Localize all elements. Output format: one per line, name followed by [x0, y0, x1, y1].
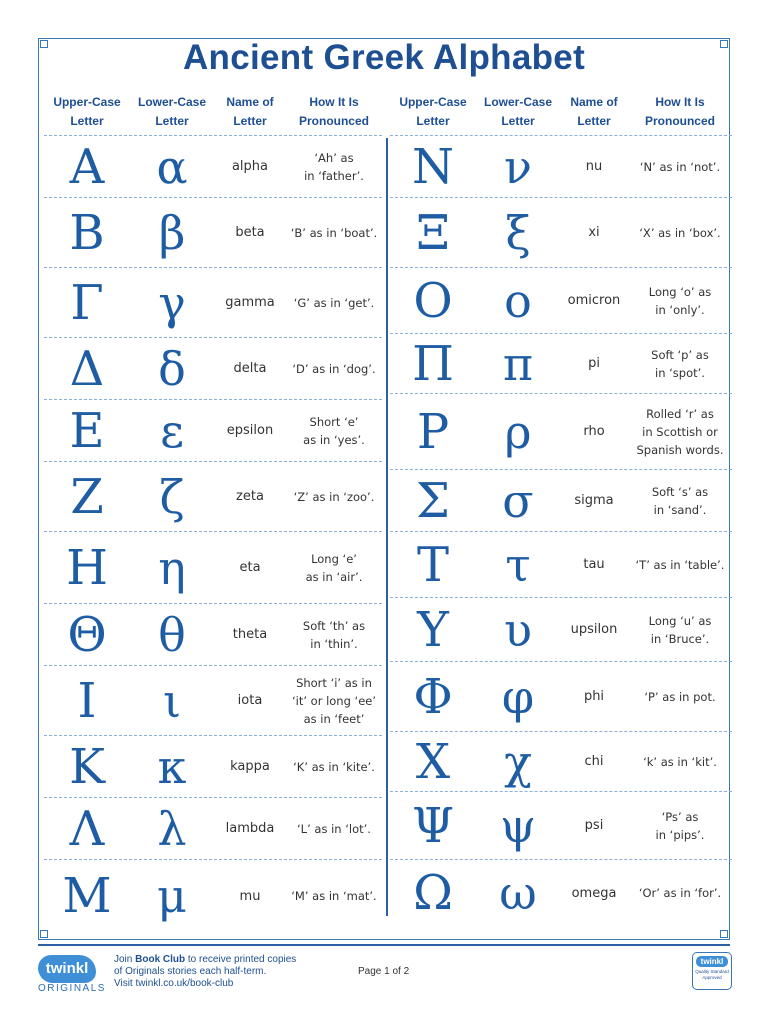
pronunciation: Short ‘e’ as in ‘yes’.	[303, 414, 365, 447]
letter-name: zeta	[236, 489, 264, 504]
letter-row-omicron	[390, 268, 732, 334]
pronunciation: Rolled ‘r’ as in Scottish or Spanish words.	[636, 406, 724, 457]
lowercase-letter: ω	[499, 866, 537, 920]
uppercase-letter: Μ	[62, 868, 112, 924]
letter-name: gamma	[225, 295, 275, 310]
uppercase-letter: Φ	[413, 668, 453, 725]
uppercase-letter: Δ	[69, 340, 105, 397]
promo-text: Join	[114, 954, 136, 965]
header-pronunciation: How It Is Pronounced	[644, 94, 715, 128]
letter-row-tau	[390, 532, 732, 598]
letter-row-eta	[44, 532, 382, 604]
pronunciation: ‘X’ as in ‘box’.	[639, 225, 721, 240]
uppercase-letter: Α	[69, 138, 105, 195]
lowercase-letter: ζ	[159, 469, 185, 524]
uppercase-letter: Ω	[413, 865, 453, 921]
pronunciation: ‘P’ as in pot.	[644, 689, 716, 704]
lowercase-letter: π	[502, 336, 534, 391]
header-letter-name: Name of Letter	[570, 94, 618, 128]
book-club-label: Book Club	[135, 954, 186, 965]
uppercase-letter: Χ	[415, 733, 451, 790]
pronunciation: ‘L’ as in ‘lot’.	[297, 821, 371, 836]
pronunciation: ‘T’ as in ‘table’.	[635, 557, 725, 572]
lowercase-letter: ψ	[499, 798, 537, 853]
letter-row-psi	[390, 792, 732, 860]
letter-row-upsilon	[390, 598, 732, 662]
header-letter-name: Name of Letter	[226, 94, 274, 128]
uppercase-letter: Ζ	[70, 468, 104, 525]
page-number: Page 1 of 2	[358, 966, 410, 977]
pronunciation: Soft ‘s’ as in ‘sand’.	[651, 484, 709, 517]
footer-divider	[38, 944, 730, 946]
letter-name: iota	[237, 693, 263, 708]
alphabet-table-left	[44, 88, 382, 932]
letter-name: mu	[239, 888, 261, 904]
uppercase-letter: Θ	[67, 606, 107, 663]
pronunciation: Soft ‘p’ as in ‘spot’.	[651, 347, 709, 380]
lowercase-letter: β	[158, 205, 186, 260]
letter-name: rho	[583, 424, 605, 439]
letter-row-theta	[44, 604, 382, 666]
letter-name: tau	[583, 557, 605, 572]
lowercase-letter: ε	[160, 403, 184, 458]
uppercase-letter: Ρ	[416, 403, 450, 460]
pronunciation: ‘B’ as in ‘boat’.	[290, 225, 378, 240]
letter-name: sigma	[574, 493, 614, 508]
lowercase-letter: σ	[502, 473, 534, 528]
pronunciation: ‘Z’ as in ‘zoo’.	[293, 489, 375, 504]
letter-row-phi	[390, 662, 732, 732]
pronunciation: ‘Or’ as in ‘for’.	[638, 886, 722, 900]
lowercase-letter: υ	[504, 602, 532, 657]
letter-name: chi	[584, 754, 604, 769]
book-club-promo	[114, 954, 296, 990]
letter-row-sigma	[390, 470, 732, 532]
letter-name: beta	[235, 225, 265, 240]
pronunciation: Long ‘e’ as in ‘air’.	[305, 551, 363, 584]
lowercase-letter: ν	[504, 139, 532, 194]
uppercase-letter: Ε	[69, 402, 105, 459]
lowercase-letter: μ	[157, 869, 187, 923]
letter-row-omega	[390, 860, 732, 926]
lowercase-letter: γ	[158, 275, 186, 330]
letter-name: psi	[584, 818, 604, 833]
uppercase-letter: Γ	[70, 274, 104, 331]
uppercase-letter: Π	[412, 335, 454, 392]
lowercase-letter: κ	[157, 739, 187, 794]
letter-name: phi	[583, 689, 605, 704]
uppercase-letter: Ι	[77, 672, 97, 729]
letter-row-epsilon	[44, 400, 382, 462]
promo-text: to receive printed copies	[185, 954, 297, 965]
lowercase-letter: χ	[504, 734, 532, 789]
letter-name: kappa	[230, 759, 270, 774]
lowercase-letter: η	[158, 540, 186, 595]
uppercase-letter: Σ	[416, 472, 450, 529]
uppercase-letter: Ξ	[416, 204, 450, 261]
header-upper-case: Upper-Case Letter	[399, 94, 467, 128]
letter-row-gamma	[44, 268, 382, 338]
letter-name: delta	[233, 361, 267, 376]
page-title: Ancient Greek Alphabet	[182, 38, 586, 77]
lowercase-letter: ρ	[504, 404, 532, 459]
letter-row-rho	[390, 394, 732, 470]
header-lower-case: Lower-Case Letter	[137, 94, 207, 128]
table-header	[390, 88, 732, 136]
uppercase-letter: Β	[69, 204, 105, 261]
lowercase-letter: λ	[157, 801, 187, 856]
letter-name: theta	[232, 627, 268, 642]
header-upper-case: Upper-Case Letter	[53, 94, 121, 128]
letter-row-beta	[44, 198, 382, 268]
pronunciation: ‘k’ as in ‘kit’.	[643, 754, 717, 769]
originals-wordmark: ORIGINALS	[38, 983, 106, 994]
letter-row-alpha	[44, 136, 382, 198]
pronunciation: ‘G’ as in ‘get’.	[293, 295, 375, 310]
letter-row-chi	[390, 732, 732, 792]
pronunciation: ‘Ah’ as in ‘father’.	[304, 150, 364, 183]
letter-row-delta	[44, 338, 382, 400]
pronunciation: Long ‘u’ as in ‘Bruce’.	[648, 613, 712, 646]
pronunciation: Short ‘i’ as in ‘it’ or long ‘ee’ as in ‘feet’	[291, 675, 377, 726]
letter-row-kappa	[44, 736, 382, 798]
twinkl-logo-mark: twinkl	[38, 955, 96, 983]
promo-text: of Originals stories each half-term.	[114, 966, 267, 977]
lowercase-letter: ο	[504, 273, 532, 328]
letter-row-zeta	[44, 462, 382, 532]
letter-name: pi	[588, 356, 600, 371]
corner-ornament	[720, 930, 728, 938]
badge-text: Quality Standard Approved	[695, 969, 729, 980]
badge-logo: twinkl	[696, 956, 728, 967]
letter-name: eta	[239, 560, 261, 575]
pronunciation: Long ‘o’ as in ‘only’.	[648, 284, 712, 317]
uppercase-letter: Η	[66, 539, 108, 596]
lowercase-letter: α	[156, 139, 188, 194]
letter-name: upsilon	[570, 622, 618, 637]
letter-name: epsilon	[226, 423, 274, 438]
letter-name: nu	[585, 159, 603, 174]
twinkl-originals-logo[interactable]	[38, 955, 106, 995]
lowercase-letter: ι	[162, 673, 182, 728]
uppercase-letter: Κ	[69, 738, 105, 795]
letter-row-mu	[44, 860, 382, 932]
header-pronunciation: How It Is Pronounced	[298, 94, 369, 128]
letter-name: alpha	[231, 159, 269, 174]
letter-name: omega	[571, 885, 617, 901]
header-lower-case: Lower-Case Letter	[483, 94, 553, 128]
pronunciation: Soft ‘th’ as in ‘thin’.	[302, 618, 366, 651]
uppercase-letter: Υ	[417, 601, 449, 658]
uppercase-letter: Τ	[416, 536, 449, 593]
pronunciation: ‘K’ as in ‘kite’.	[293, 759, 375, 774]
pronunciation: ‘D’ as in ‘dog’.	[292, 361, 376, 376]
lowercase-letter: τ	[505, 537, 531, 592]
column-divider	[386, 138, 388, 916]
table-header	[44, 88, 382, 136]
uppercase-letter: Ψ	[411, 797, 455, 854]
pronunciation: ‘M’ as in ‘mat’.	[291, 889, 377, 903]
lowercase-letter: ξ	[505, 205, 531, 260]
lowercase-letter: θ	[158, 607, 186, 662]
uppercase-letter: Λ	[69, 800, 105, 857]
lowercase-letter: δ	[158, 341, 186, 396]
alphabet-table-right	[390, 88, 732, 926]
letter-row-iota	[44, 666, 382, 736]
pronunciation: ‘Ps’ as in ‘pips’.	[655, 809, 705, 842]
book-club-link[interactable]: Visit twinkl.co.uk/book-club	[114, 978, 234, 989]
letter-row-pi	[390, 334, 732, 394]
uppercase-letter: Ν	[412, 138, 454, 195]
pronunciation: ‘N’ as in ‘not’.	[639, 159, 721, 174]
uppercase-letter: Ο	[413, 272, 453, 329]
letter-name: xi	[588, 225, 600, 240]
quality-standard-badge	[692, 952, 732, 990]
letter-name: omicron	[567, 293, 621, 308]
letter-name: lambda	[225, 821, 275, 836]
letter-row-xi	[390, 198, 732, 268]
letter-row-lambda	[44, 798, 382, 860]
letter-row-nu	[390, 136, 732, 198]
lowercase-letter: φ	[501, 669, 535, 724]
